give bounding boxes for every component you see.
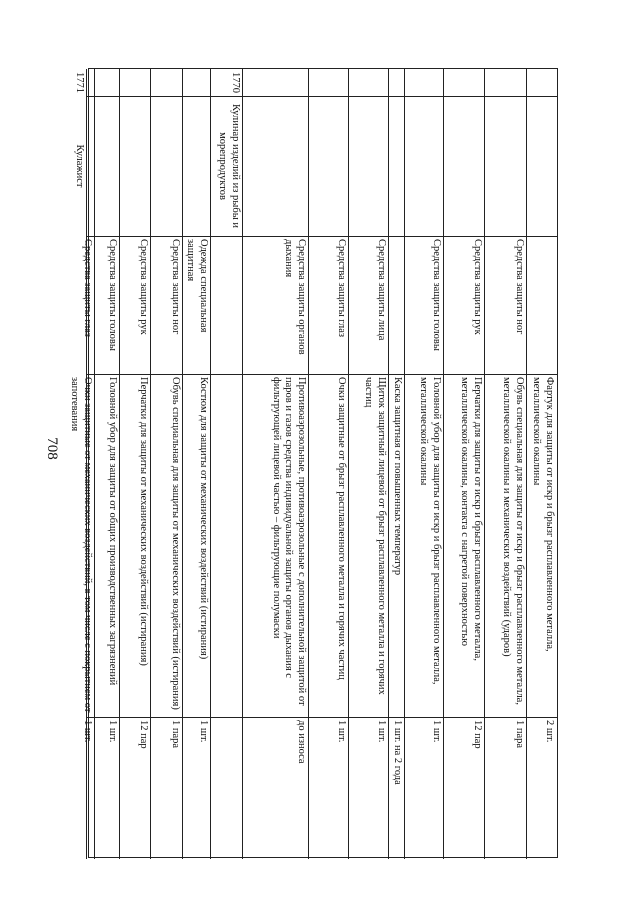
cell-profession	[389, 99, 403, 233]
cell-profession	[151, 99, 181, 233]
cell-num	[309, 72, 347, 93]
cell-norm: 1 пара	[170, 720, 181, 749]
cell-item: Очки защитные от механических воздействий, в том числе с покрытием от запотевания	[69, 377, 93, 713]
cell-item: Костюм для защиты от механических воздействий (истирания)	[198, 377, 209, 660]
cell-norm: 1 шт.	[198, 720, 209, 743]
cell-norm: 2 шт.	[544, 720, 555, 743]
cell-profession: Кулажист	[74, 144, 85, 188]
col-divider	[87, 96, 557, 97]
cell-profession	[485, 99, 525, 233]
cell-num	[120, 72, 149, 93]
rotated-table-wrapper	[69, 68, 558, 858]
row-divider	[526, 69, 527, 859]
cell-norm: до износа	[296, 720, 307, 764]
cell-profession	[349, 99, 387, 233]
cell-category: Средства защиты головы	[431, 239, 442, 351]
cell-num	[485, 72, 525, 93]
row-divider	[404, 69, 405, 859]
cell-norm: 1 шт.	[431, 720, 442, 743]
cell-norm: 12 пар	[138, 720, 149, 749]
cell-category	[211, 239, 241, 371]
row-divider	[242, 69, 243, 859]
cell-category: Средства защиты лица	[376, 239, 387, 341]
cell-category: Средства защиты органов дыхания	[283, 239, 307, 355]
cell-profession	[243, 99, 307, 233]
cell-category: Средства защиты ног	[170, 239, 181, 335]
cell-category: Средства защиты ног	[514, 239, 525, 335]
cell-category: Средства защиты головы	[107, 239, 118, 351]
cell-item: Каска защитная от повышенных температур	[392, 377, 403, 576]
cell-profession	[527, 99, 555, 233]
cell-item: Фартук для защиты от искр и брызг расплавленного металла, металлической окалины	[531, 377, 555, 652]
row-divider	[484, 69, 485, 859]
col-divider	[87, 374, 557, 375]
cell-item: Обувь специальная для защиты от искр и брызг расплавленного металла, металлической окалины и механических воздействий (ударов)	[501, 377, 525, 705]
cell-num: 1771	[74, 72, 85, 93]
cell-item: Обувь специальная для защиты от механических воздействий (истирания)	[170, 377, 181, 710]
cell-category: Одежда специальная защитная	[185, 239, 209, 333]
cell-num	[151, 72, 181, 93]
cell-norm: 1 шт. на 2 года	[392, 720, 403, 785]
cell-num	[405, 72, 442, 93]
row-divider	[119, 69, 120, 859]
cell-item: Противоаэрозольные, противоаэрозольные с дополнительной защитой от паров и газов средства индивидуальной защиты органов дыхания с фильтрующей лицевой частью – фильтрующие полумаски	[271, 377, 307, 706]
cell-item: Очки защитные от брызг расплавленного металла и горячих частиц	[336, 377, 347, 680]
ppe-norms-table	[69, 68, 558, 858]
cell-norm	[211, 720, 241, 856]
row-divider	[94, 69, 95, 859]
row-divider	[182, 69, 183, 859]
row-divider	[348, 69, 349, 859]
cell-num: 1770	[230, 72, 241, 93]
cell-profession: Кулинар изделий из рыбы и морепродуктов	[217, 103, 241, 229]
row-divider	[210, 69, 211, 859]
cell-category	[389, 239, 403, 371]
row-divider	[388, 69, 389, 859]
row-divider	[308, 69, 309, 859]
cell-item: Головной убор для защиты от общих производственных загрязнений	[107, 377, 118, 686]
cell-num	[183, 72, 209, 93]
cell-item: Перчатки для защиты от искр и брызг расплавленного металла, металлической окалины, контакта с нагретой поверхностью	[459, 377, 483, 661]
cell-profession	[183, 99, 209, 233]
cell-norm: 1 шт.	[376, 720, 387, 743]
cell-norm: 12 пар	[472, 720, 483, 749]
cell-profession	[405, 99, 442, 233]
cell-category: Средства защиты рук	[472, 239, 483, 335]
cell-norm: 1 шт.	[336, 720, 347, 743]
cell-num	[389, 72, 403, 93]
cell-category	[73, 239, 85, 371]
row-divider	[443, 69, 444, 859]
cell-profession	[444, 99, 483, 233]
cell-item	[73, 377, 85, 714]
cell-norm: 1 шт.	[82, 720, 93, 743]
cell-profession	[95, 99, 118, 233]
cell-profession	[309, 99, 347, 233]
cell-category	[527, 239, 555, 371]
cell-profession	[120, 99, 149, 233]
cell-num	[444, 72, 483, 93]
cell-category: Средства защиты глаз	[336, 239, 347, 338]
row-divider	[150, 69, 151, 859]
cell-num	[349, 72, 387, 93]
cell-item	[211, 377, 241, 714]
col-divider	[87, 717, 557, 718]
cell-norm	[73, 720, 85, 856]
cell-category: Средства защиты глаз	[82, 239, 93, 338]
col-divider	[87, 236, 557, 237]
cell-num	[243, 72, 307, 93]
cell-item: Головной убор для защиты от искр и брызг расплавленного металла, металлической окалины	[418, 377, 442, 685]
cell-item: Перчатки для защиты от механических воздействий (истирания)	[138, 377, 149, 666]
cell-category: Средства защиты рук	[138, 239, 149, 335]
cell-num	[95, 72, 118, 93]
cell-norm: 1 пара	[514, 720, 525, 749]
cell-norm: 1 шт.	[107, 720, 118, 743]
page-number: 708	[43, 437, 60, 460]
cell-num	[527, 72, 555, 93]
row-divider	[86, 69, 87, 859]
cell-item: Щиток защитный лицевой от брызг расплавленного металла и горячих частиц	[363, 377, 387, 695]
